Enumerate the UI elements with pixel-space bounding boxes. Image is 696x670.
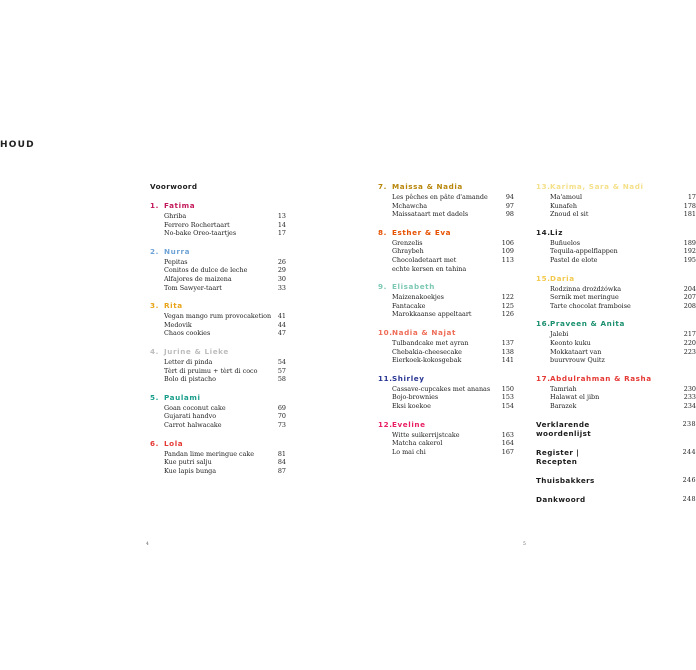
- toc-entry-page: 70: [277, 412, 286, 421]
- toc-section-heading[interactable]: [378, 182, 514, 192]
- toc-entry-title: Ghriba: [164, 212, 187, 220]
- toc-entry-page: 204: [683, 284, 696, 293]
- toc-entry-title: Grenzelis: [392, 238, 423, 247]
- toc-entry-title: Eierkoek-kokosgebak: [392, 356, 462, 365]
- toc-entry-title: Buñuelos: [550, 238, 580, 247]
- toc-entry[interactable]: [378, 193, 514, 202]
- toc-section-number: 16.: [536, 319, 551, 329]
- toc-entry[interactable]: [150, 258, 286, 267]
- toc-intro[interactable]: [150, 182, 286, 191]
- toc-entry[interactable]: [536, 247, 696, 256]
- toc-entry-page: 167: [501, 447, 514, 456]
- toc-entry-title: Tèrt di pruimu + tèrt di coco: [164, 366, 258, 375]
- toc-entry[interactable]: [536, 256, 696, 265]
- toc-section: [150, 347, 286, 384]
- toc-entry-title: Kue lapis bunga: [164, 466, 217, 475]
- toc-section-heading[interactable]: [378, 228, 514, 238]
- toc-entry-title: Pepitas: [164, 257, 188, 266]
- toc-section-name: Maissa & Nadia: [392, 182, 463, 191]
- toc-section-name: Nurra: [164, 246, 191, 256]
- toc-section: [536, 228, 696, 265]
- toc-column-2: [378, 182, 514, 465]
- toc-entry-page: 97: [505, 201, 514, 210]
- toc-entry-page: 30: [277, 274, 286, 283]
- toc-entry-page: 163: [501, 430, 514, 439]
- toc-entry[interactable]: [150, 421, 286, 430]
- toc-section-heading[interactable]: [150, 247, 286, 257]
- toc-section-name: Shirley: [392, 373, 425, 383]
- toc-section-name: Liz: [550, 227, 564, 237]
- toc-section: [378, 228, 514, 273]
- toc-entry-page: 113: [501, 255, 514, 264]
- toc-entry[interactable]: [536, 293, 696, 302]
- toc-entry-title: Tom Sawyer-taart: [164, 283, 222, 292]
- toc-entry-title: Witte suikerrijstcake: [392, 430, 460, 439]
- toc-entry[interactable]: [378, 302, 514, 311]
- toc-entry-page: 137: [501, 338, 514, 347]
- page-number-left: 4: [146, 542, 149, 547]
- toc-entry-page: 122: [501, 293, 514, 302]
- toc-entry[interactable]: [536, 302, 696, 311]
- toc-entry-page: 189: [683, 238, 696, 247]
- toc-entry-title: Alfajores de maizena: [164, 274, 232, 283]
- toc-entry-page: 125: [501, 301, 514, 310]
- toc-entry[interactable]: [536, 402, 696, 411]
- toc-section-heading[interactable]: [150, 347, 286, 357]
- toc-entry-title: Medovik: [164, 320, 192, 329]
- toc-section-name: Jurine & Lieke: [164, 346, 229, 356]
- toc-entry[interactable]: [150, 212, 286, 221]
- toc-entry-page: 181: [683, 210, 696, 219]
- toc-backmatter-item[interactable]: [536, 448, 696, 466]
- toc-entry[interactable]: [378, 439, 514, 448]
- toc-entry-page: 33: [277, 283, 286, 292]
- toc-entry-page: 195: [683, 255, 696, 264]
- toc-entry-page: 69: [277, 403, 286, 412]
- toc-entry-page: 153: [501, 393, 514, 402]
- toc-entry-page: 126: [501, 310, 514, 319]
- toc-entry-page: 84: [277, 458, 286, 467]
- toc-entry-title: Znoud el sit: [550, 210, 589, 219]
- toc-entry[interactable]: [150, 450, 286, 459]
- toc-entry-page: 141: [501, 356, 514, 365]
- toc-backmatter-page: 248: [682, 494, 696, 503]
- toc-section-name: Karima, Sara & Nadi: [550, 182, 644, 191]
- toc-entry-page: 47: [277, 329, 286, 338]
- toc-entry-page: 223: [683, 347, 696, 356]
- toc-section: [150, 439, 286, 476]
- toc-section-heading[interactable]: [150, 439, 286, 449]
- toc-backmatter-page: 246: [682, 475, 696, 484]
- toc-entry-page: 13: [277, 212, 286, 220]
- page-title: HOUD: [0, 140, 35, 150]
- toc-entry-page: 17: [277, 229, 286, 238]
- toc-entry[interactable]: [150, 221, 286, 230]
- toc-entry[interactable]: [378, 239, 514, 248]
- toc-entry-title: Pastel de elote: [550, 255, 598, 264]
- toc-section-number: 7.: [378, 182, 387, 191]
- toc-entry-title: Kue putri salju: [164, 458, 212, 467]
- toc-entry-page: 44: [277, 320, 286, 329]
- toc-entry-page: 87: [277, 466, 286, 475]
- toc-entry-page: 54: [277, 357, 286, 366]
- toc-section-number: 6.: [150, 438, 159, 448]
- toc-entry-page: 57: [277, 366, 286, 375]
- toc-section-number: 5.: [150, 392, 159, 402]
- toc-section-number: 17.: [536, 373, 551, 383]
- toc-entry-title: Chaos cookies: [164, 329, 211, 338]
- toc-entry-page: 154: [501, 401, 514, 410]
- toc-entry-title: Ghraybeh: [392, 247, 424, 256]
- toc-section-name: Abdulrahman & Rasha: [550, 373, 652, 383]
- toc-entry-page: 220: [683, 338, 696, 347]
- toc-entry-title: Tarte chocolat framboise: [550, 301, 631, 310]
- toc-entry-title: Rodzinna drożdżówka: [550, 284, 622, 293]
- toc-section: [378, 328, 514, 365]
- toc-section-heading[interactable]: [378, 328, 514, 338]
- toc-section-heading[interactable]: [150, 201, 286, 211]
- toc-column-1: [150, 182, 286, 484]
- toc-entry-title: Carrot halwacake: [164, 420, 222, 429]
- toc-entry-title: Marokkaanse appeltaart: [392, 310, 472, 319]
- toc-section-name: Paulami: [164, 392, 201, 402]
- toc-entry[interactable]: [378, 356, 514, 365]
- toc-section-heading[interactable]: [378, 374, 514, 384]
- toc-section-number: 15.: [536, 273, 551, 283]
- toc-entry[interactable]: [378, 293, 514, 302]
- toc-section-number: 14.: [536, 227, 551, 237]
- toc-backmatter: [536, 420, 696, 504]
- toc-section: [150, 393, 286, 430]
- toc-entry-title: Maissataart met dadels: [392, 210, 469, 219]
- toc-entry-title: Cassave-cupcakes met ananas: [392, 384, 491, 393]
- toc-entry[interactable]: [150, 412, 286, 421]
- toc-entry[interactable]: [378, 247, 514, 256]
- toc-entry[interactable]: [150, 229, 286, 238]
- toc-section-name: Esther & Eva: [392, 227, 452, 237]
- toc-entry-title: Ferrero Rochertaart: [164, 220, 230, 229]
- toc-intro-label: Voorwoord: [150, 182, 198, 191]
- toc-entry-page: 109: [501, 247, 514, 256]
- toc-entry-page: 208: [683, 301, 696, 310]
- toc-entry-title: Matcha cakerol: [392, 439, 443, 448]
- toc-section-name: Nadia & Najat: [392, 327, 457, 337]
- toc-entry-page: 192: [683, 247, 696, 256]
- toc-entry[interactable]: [378, 348, 514, 357]
- toc-section-name: Elisabeth: [392, 282, 435, 292]
- toc-backmatter-label: Verklarende woordenlijst: [536, 419, 592, 438]
- toc-entry-page: 138: [501, 347, 514, 356]
- toc-entry[interactable]: [378, 256, 514, 265]
- toc-entry-page: 29: [277, 266, 286, 275]
- toc-entry[interactable]: [150, 284, 286, 293]
- toc-entry-page: 164: [501, 439, 514, 448]
- toc-entry[interactable]: [536, 330, 696, 339]
- toc-section-heading[interactable]: [378, 420, 514, 430]
- toc-entry[interactable]: [150, 404, 286, 413]
- toc-section: [536, 374, 696, 411]
- toc-entry-title: No-bake Oreo-taartjes: [164, 229, 237, 238]
- toc-section-number: 13.: [536, 182, 551, 191]
- toc-entry-title: buurvrouw Quitz: [550, 356, 605, 365]
- page-number-right: 5: [523, 542, 526, 547]
- toc-entry-title: Vegan mango rum provocaketion: [164, 312, 272, 321]
- toc-entry[interactable]: [150, 266, 286, 275]
- toc-entry-page: 41: [277, 312, 286, 321]
- toc-entry-title: Goan coconut cake: [164, 403, 226, 412]
- toc-section-heading[interactable]: [536, 274, 696, 284]
- toc-entry-page: 98: [505, 210, 514, 219]
- toc-entry-title: Eksi koekoe: [392, 401, 431, 410]
- toc-entry-title: Barazek: [550, 401, 577, 410]
- toc-entry[interactable]: [536, 356, 696, 365]
- toc-entry-title: Conitos de dulce de leche: [164, 266, 248, 275]
- toc-entry[interactable]: [150, 329, 286, 338]
- toc-entry-title: Halawat el jibn: [550, 393, 600, 402]
- toc-section-number: 9.: [378, 282, 387, 292]
- toc-entry-title: Maizenakoekjes: [392, 293, 444, 302]
- toc-section: [378, 374, 514, 411]
- toc-entry[interactable]: [378, 210, 514, 219]
- toc-entry[interactable]: [378, 202, 514, 211]
- toc-entry-title: Tulbandcake met ayran: [392, 338, 469, 347]
- toc-entry[interactable]: [150, 375, 286, 384]
- toc-entry-title: Kunafeh: [550, 201, 577, 210]
- toc-entry-page: 234: [683, 401, 696, 410]
- toc-entry[interactable]: [378, 339, 514, 348]
- toc-entry[interactable]: [150, 321, 286, 330]
- toc-entry[interactable]: [150, 275, 286, 284]
- toc-entry[interactable]: [536, 193, 696, 202]
- toc-section-heading[interactable]: [536, 182, 696, 192]
- toc-entry[interactable]: [378, 385, 514, 394]
- toc-entry-page: 14: [277, 220, 286, 229]
- toc-section-number: 11.: [378, 373, 393, 383]
- toc-backmatter-page: 244: [682, 447, 696, 456]
- toc-entry[interactable]: [378, 448, 514, 457]
- toc-column-3: [536, 182, 696, 514]
- toc-section: [150, 301, 286, 338]
- toc-entry[interactable]: [378, 393, 514, 402]
- toc-entry-page: 73: [277, 420, 286, 429]
- toc-backmatter-label: Thuisbakkers: [536, 475, 595, 485]
- toc-entry-page: [502, 265, 514, 274]
- toc-backmatter-page: 238: [682, 419, 696, 428]
- toc-entry-title: Sernik met meringue: [550, 293, 619, 302]
- toc-backmatter-label: Register | Recepten: [536, 447, 580, 466]
- toc-entry-page: 230: [683, 384, 696, 393]
- toc-entry-title: Tamriah: [550, 384, 577, 393]
- toc-section-heading[interactable]: [150, 393, 286, 403]
- toc-entry-page: 94: [505, 193, 514, 201]
- toc-entry-page: 106: [501, 238, 514, 247]
- toc-backmatter-item[interactable]: [536, 420, 696, 438]
- toc-section-name: Fatima: [164, 201, 196, 210]
- toc-entry-page: [684, 356, 696, 365]
- toc-entry[interactable]: [378, 265, 514, 274]
- toc-backmatter-item[interactable]: [536, 476, 696, 485]
- toc-section-name: Daria: [550, 273, 575, 283]
- toc-entry[interactable]: [536, 239, 696, 248]
- toc-section: [536, 182, 696, 219]
- toc-entry[interactable]: [150, 458, 286, 467]
- toc-entry-title: Bojo-brownies: [392, 393, 439, 402]
- toc-section: [378, 420, 514, 457]
- toc-entry-title: Pandan lime meringue cake: [164, 449, 255, 458]
- toc-entry-page: 17: [687, 193, 696, 201]
- toc-entry-title: Les pêches en pâte d'amande: [392, 193, 488, 201]
- toc-entry-page: 178: [683, 201, 696, 210]
- toc-section: [378, 182, 514, 219]
- toc-entry[interactable]: [536, 210, 696, 219]
- toc-entry-page: 207: [683, 293, 696, 302]
- toc-entry-title: Bolo di pistacho: [164, 375, 216, 384]
- toc-entry-page: 150: [501, 384, 514, 393]
- toc-entry[interactable]: [536, 285, 696, 294]
- toc-entry[interactable]: [150, 358, 286, 367]
- toc-entry-title: Lo mai chi: [392, 447, 426, 456]
- toc-backmatter-item[interactable]: [536, 495, 696, 504]
- toc-entry-page: 233: [683, 393, 696, 402]
- toc-section-number: 1.: [150, 201, 159, 210]
- toc-entry-page: 81: [277, 449, 286, 458]
- toc-entry-page: 217: [683, 330, 696, 339]
- toc-section-name: Lola: [164, 438, 184, 448]
- toc-entry-title: echte kersen en tahina: [392, 264, 467, 273]
- toc-entry[interactable]: [536, 393, 696, 402]
- toc-entry[interactable]: [150, 312, 286, 321]
- toc-section-heading[interactable]: [536, 374, 696, 384]
- toc-entry-title: Mchawcha: [392, 201, 428, 210]
- toc-section: [150, 247, 286, 292]
- toc-entry-title: Chebakia-cheesecake: [392, 347, 462, 356]
- toc-entry[interactable]: [536, 202, 696, 211]
- toc-entry-page: 26: [277, 257, 286, 266]
- toc-section: [150, 201, 286, 238]
- toc-section-heading[interactable]: [536, 319, 696, 329]
- toc-entry[interactable]: [378, 402, 514, 411]
- toc-entry[interactable]: [378, 310, 514, 319]
- toc-section-number: 12.: [378, 419, 393, 429]
- toc-entry-title: Chocoladetaart met: [392, 255, 457, 264]
- toc-entry[interactable]: [536, 339, 696, 348]
- toc-section-number: 4.: [150, 346, 159, 356]
- toc-section-number: 10.: [378, 327, 393, 337]
- toc-section: [378, 282, 514, 319]
- toc-section-heading[interactable]: [378, 282, 514, 292]
- toc-entry[interactable]: [536, 348, 696, 357]
- toc-section-number: 3.: [150, 301, 159, 311]
- toc-entry-title: Keonto kuku: [550, 338, 591, 347]
- toc-entry-title: Fantacake: [392, 301, 426, 310]
- toc-entry[interactable]: [536, 385, 696, 394]
- toc-section-heading[interactable]: [150, 301, 286, 311]
- toc-backmatter-label: Dankwoord: [536, 494, 586, 504]
- toc-entry-title: Letter di pinda: [164, 357, 213, 366]
- toc-section-name: Eveline: [392, 419, 426, 429]
- toc-entry[interactable]: [150, 467, 286, 476]
- toc-section-heading[interactable]: [536, 228, 696, 238]
- toc-entry-title: Tequila-appelflappen: [550, 247, 618, 256]
- toc-section: [536, 319, 696, 364]
- toc-entry-title: Gujarati handvo: [164, 412, 217, 421]
- toc-entry-title: Jalebi: [550, 330, 569, 339]
- toc-entry-title: Mokkataart van: [550, 347, 602, 356]
- toc-section-number: 2.: [150, 246, 159, 256]
- toc-section: [536, 274, 696, 311]
- toc-entry-title: Ma'amoul: [550, 193, 582, 201]
- toc-section-name: Rita: [164, 301, 183, 311]
- toc-section-number: 8.: [378, 227, 387, 237]
- toc-entry[interactable]: [150, 367, 286, 376]
- toc-section-name: Praveen & Anita: [550, 319, 625, 329]
- toc-entry[interactable]: [378, 431, 514, 440]
- toc-entry-page: 58: [277, 375, 286, 384]
